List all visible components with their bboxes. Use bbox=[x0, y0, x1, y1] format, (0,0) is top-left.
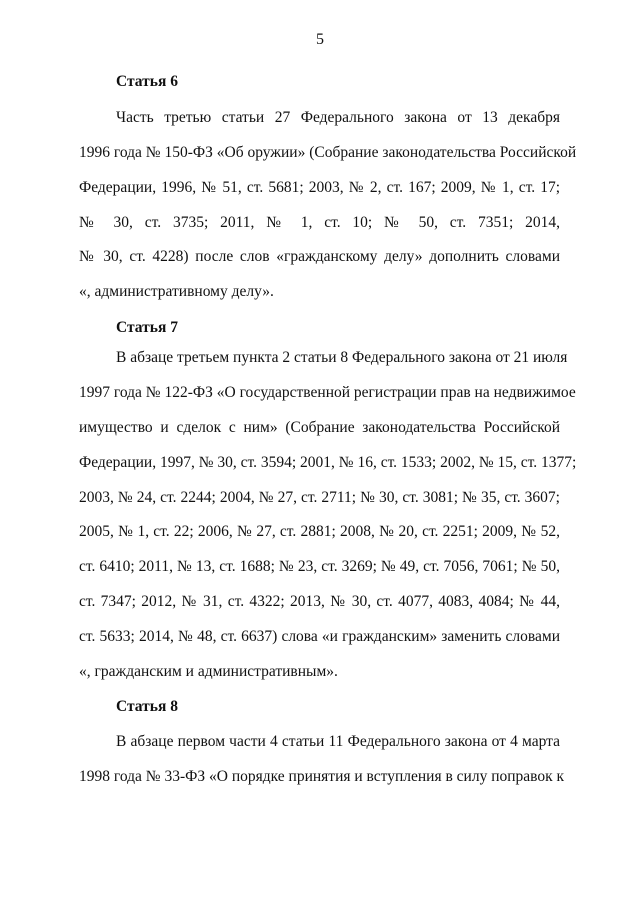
article-7-line-8: ст. 7347; 2012, № 31, ст. 4322; 2013, № 30, ст. 4077, 4083, 4084; № 44, bbox=[79, 593, 560, 610]
article-7-line-3: имущество и сделок с ним» (Собрание законодательства Российской bbox=[79, 419, 560, 436]
article-7-line-9: ст. 5633; 2014, № 48, ст. 6637) слова «и гражданским» заменить словами bbox=[79, 628, 560, 645]
article-6-heading: Статья 6 bbox=[116, 73, 178, 90]
article-6-line-3: Федерации, 1996, № 51, ст. 5681; 2003, № 2, ст. 167; 2009, № 1, ст. 17; bbox=[79, 179, 560, 196]
article-6-line-5: № 30, ст. 4228) после слов «гражданскому делу» дополнить словами bbox=[79, 248, 560, 265]
article-6-line-2: 1996 года № 150-ФЗ «Об оружии» (Собрание законодательства Российской bbox=[79, 144, 577, 161]
article-8-line-2: 1998 года № 33-ФЗ «О порядке принятия и вступления в силу поправок к bbox=[79, 768, 565, 785]
article-8-line-1: В абзаце первом части 4 статьи 11 Федерального закона от 4 марта bbox=[116, 733, 560, 750]
article-7-heading: Статья 7 bbox=[116, 319, 178, 336]
article-7-line-1: В абзаце третьем пункта 2 статьи 8 Федерального закона от 21 июля bbox=[116, 349, 568, 366]
article-6-line-4: № 30, ст. 3735; 2011, № 1, ст. 10; № 50, ст. 7351; 2014, bbox=[79, 214, 560, 231]
page-number: 5 bbox=[316, 31, 324, 48]
article-6-line-6: «, административному делу». bbox=[79, 283, 274, 300]
article-8-heading: Статья 8 bbox=[116, 698, 178, 715]
article-7-line-5: 2003, № 24, ст. 2244; 2004, № 27, ст. 2711; № 30, ст. 3081; № 35, ст. 3607; bbox=[79, 489, 560, 506]
article-7-line-6: 2005, № 1, ст. 22; 2006, № 27, ст. 2881; 2008, № 20, ст. 2251; 2009, № 52, bbox=[79, 523, 560, 540]
article-7-line-7: ст. 6410; 2011, № 13, ст. 1688; № 23, ст. 3269; № 49, ст. 7056, 7061; № 50, bbox=[79, 558, 560, 575]
article-7-line-10: «, гражданским и административным». bbox=[79, 663, 338, 680]
article-6-line-1: Часть третью статьи 27 Федерального закона от 13 декабря bbox=[116, 109, 560, 126]
article-7-line-2: 1997 года № 122-ФЗ «О государственной регистрации прав на недвижимое bbox=[79, 384, 576, 401]
article-7-line-4: Федерации, 1997, № 30, ст. 3594; 2001, № 16, ст. 1533; 2002, № 15, ст. 1377; bbox=[79, 454, 577, 471]
